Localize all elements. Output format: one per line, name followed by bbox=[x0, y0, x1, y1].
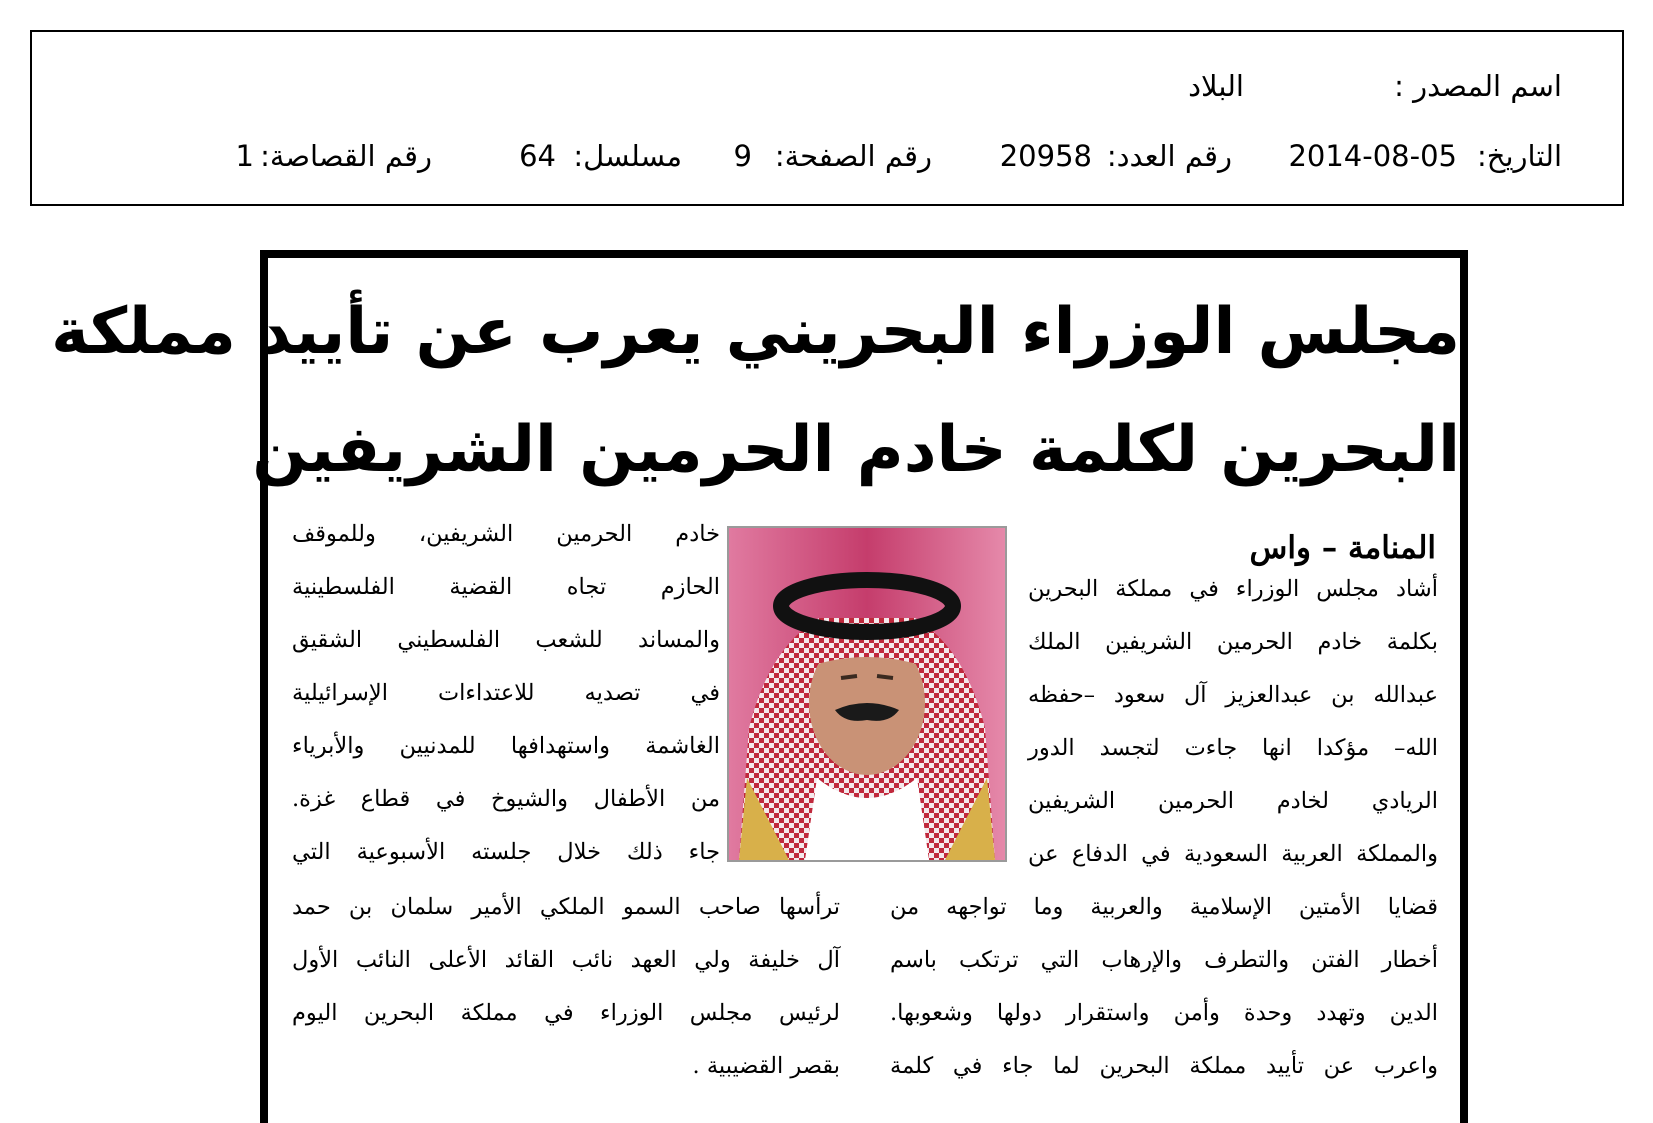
body-line: الريادي لخادم الحرمين الشريفين bbox=[1028, 788, 1438, 814]
source-info-box bbox=[30, 30, 1624, 206]
page-number-label: رقم الصفحة: bbox=[774, 139, 932, 173]
portrait-illustration bbox=[729, 528, 1005, 860]
headline-line-2: البحرين لكلمة خادم الحرمين الشريفين bbox=[252, 413, 1460, 487]
serial-label: مسلسل: bbox=[573, 139, 682, 173]
body-line: لرئيس مجلس الوزراء في مملكة البحرين اليوم bbox=[292, 1000, 840, 1026]
body-line: في تصديه للاعتداءات الإسرائيلية bbox=[292, 680, 720, 706]
article-clipping bbox=[51, 250, 1468, 1123]
body-line: أخطار الفتن والتطرف والإرهاب التي ترتكب باسم bbox=[890, 947, 1438, 973]
headline-line-1: مجلس الوزراء البحريني يعرب عن تأييد مملكة bbox=[51, 295, 1460, 369]
serial-value: 64 bbox=[519, 139, 556, 173]
date-value: 2014-08-05 bbox=[1288, 139, 1457, 173]
body-line: الدين وتهدد وحدة وأمن واستقرار دولها وشعوبها. bbox=[890, 1000, 1438, 1026]
issue-label: رقم العدد: bbox=[1106, 139, 1232, 173]
body-line: آل خليفة ولي العهد نائب القائد الأعلى النائب الأول bbox=[292, 947, 840, 973]
source-value: البلاد bbox=[1188, 69, 1244, 103]
page-number-value: 9 bbox=[733, 139, 752, 173]
body-line: جاء ذلك خلال جلسته الأسبوعية التي bbox=[292, 839, 720, 865]
body-line: والمساند للشعب الفلسطيني الشقيق bbox=[292, 627, 720, 653]
body-line-last: بقصر القضيبية . bbox=[692, 1053, 840, 1079]
dateline: المنامة – واس bbox=[1249, 530, 1436, 566]
clip-number-value: 1 bbox=[235, 139, 254, 173]
source-label: اسم المصدر : bbox=[1394, 69, 1562, 103]
portrait-photo bbox=[727, 526, 1007, 862]
clip-number-label: رقم القصاصة: bbox=[260, 139, 432, 173]
body-line: خادم الحرمين الشريفين، وللموقف bbox=[292, 521, 720, 547]
body-line: واعرب عن تأييد مملكة البحرين لما جاء في كلمة bbox=[890, 1053, 1438, 1079]
body-line: الغاشمة واستهدافها للمدنيين والأبرياء bbox=[292, 733, 720, 759]
issue-value: 20958 bbox=[999, 139, 1092, 173]
body-line: عبدالله بن عبدالعزيز آل سعود –حفظه bbox=[1028, 682, 1438, 708]
body-line: والمملكة العربية السعودية في الدفاع عن bbox=[1028, 841, 1438, 867]
date-label: التاريخ: bbox=[1476, 139, 1562, 173]
body-line: أشاد مجلس الوزراء في مملكة البحرين bbox=[1028, 576, 1438, 602]
body-line: الحازم تجاه القضية الفلسطينية bbox=[292, 574, 720, 600]
body-line: بكلمة خادم الحرمين الشريفين الملك bbox=[1028, 629, 1438, 655]
body-line: الله– مؤكدا انها جاءت لتجسد الدور bbox=[1028, 735, 1438, 761]
body-line: ترأسها صاحب السمو الملكي الأمير سلمان بن حمد bbox=[292, 894, 840, 920]
body-line: من الأطفال والشيوخ في قطاع غزة. bbox=[292, 786, 720, 812]
body-line: قضايا الأمتين الإسلامية والعربية وما تواجهه من bbox=[890, 894, 1438, 920]
